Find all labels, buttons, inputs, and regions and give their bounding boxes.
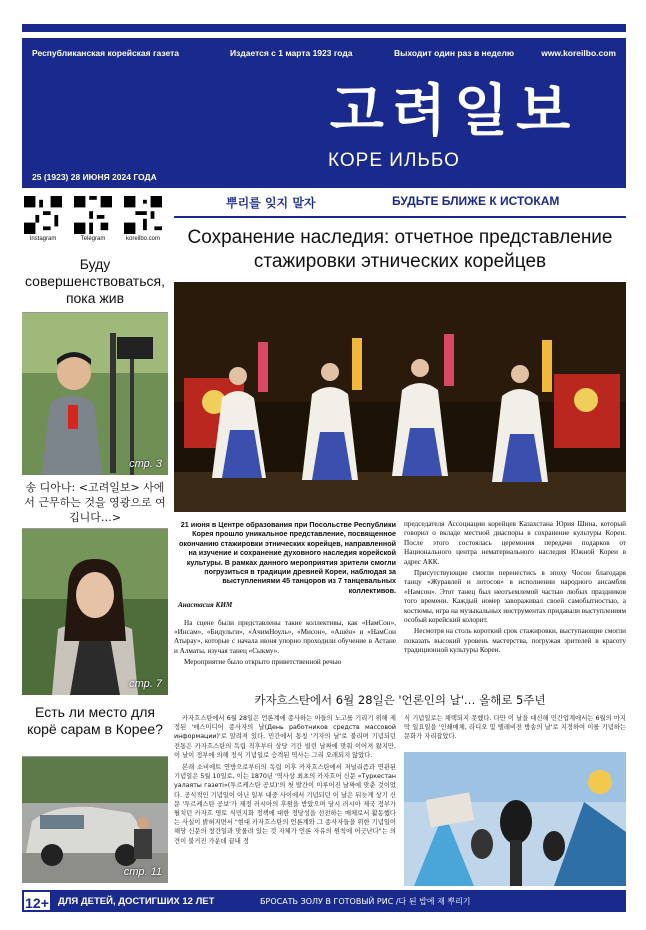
korean-article-photo [404,752,626,886]
teaser-title: 송 디아나: <고려일보> 사에서 근무하는 것을 영광으로 여깁니다…> [24,481,166,524]
main-article-column-1 [174,520,396,670]
age-rating-text: ДЛЯ ДЕТЕЙ, ДОСТИГШИХ 12 ЛЕТ [58,896,215,907]
teaser-title: Буду совершенствоваться, пока жив [25,256,165,306]
press-microphones-photo [404,752,626,886]
qr-label-telegram: Telegram [80,236,106,242]
teaser-1[interactable] [22,256,168,474]
teaser-title: Есть ли место для корё сарам в Корее? [27,704,163,737]
main-article-column-2 [404,520,626,658]
masthead-russian-title: КОРЕ ИЛЬБО [328,150,460,171]
teaser-photo [22,312,168,474]
dancers-photo [174,282,626,512]
qr-label-instagram: Instagram [29,236,57,242]
street-car-photo [22,757,168,883]
korean-article-column-2 [404,714,626,745]
website-link[interactable]: www.koreilbo.com [541,48,616,58]
article-paragraph: 식 기념일로는 채택되지 못했다. 다만 이 날을 대신해 민간업계에서는 6월의 마지막 일요일을 '인쇄매체, 라디오 및 텔레비전 방송의 날'로 지정하여 이를 기념하는 문화가 자리잡았다. [404,715,626,741]
publication-frequency: Выходит один раз в неделю [394,48,515,58]
masthead-korean-title: 고려일보 [329,79,579,144]
article-paragraph: Мероприятие было открыто приветственной речью [184,658,342,667]
age-rating-badge: 12+ [22,890,52,912]
footer-bar [22,890,626,912]
main-article-photo [174,282,626,512]
teaser-2[interactable] [22,480,168,694]
article-paragraph: председателя Ассоциации корейцев Казахстана Юрия Шина, который говорил о вкладе местной диаспоры в сохранение культуры Кореи. После этого состоялась церемония передачи подарков от Национального центра нематериального наследия Южной Кореи в адрес АКК. [404,520,626,566]
article-paragraph: 카자흐스탄에서 6월 28일은 언론계에 종사하는 이들의 노고를 기리기 위해 제정된 '매스미디어 종사자의 날(День работников средств массовой информации)'로 알려져 있다. 민간에서 통칭 '기자의 날'로 불리며 기념되던 전통은 카자흐스탄의 독립 직후부터 상당 기간 빌린 날짜에 맞춰 이어져 왔지만, 이 날이 정부에 의해 정식 기념일로 승격된 역사는 그리 오래되지 않았다. [174,715,396,759]
korean-article-column-1 [174,714,396,886]
footer-teaser-link[interactable]: БРОСАТЬ ЗОЛУ В ГОТОВЫЙ РИС /다 된 밥에 재 뿌리기 [260,897,471,906]
issue-number-date: 25 (1923) 28 ИЮНЯ 2024 ГОДА [32,172,157,182]
qr-label-website: koreilbo.com [125,236,160,242]
qr-code-icon[interactable] [74,196,112,234]
article-paragraph: На сцене были представлены такие коллективы, как «НамСон», «Инсам», «Бидульги», «АчимНоуль», «Мисон», «Ашён» и «НамСон Атырау», которые с начала июня упорно проходили обучение в Астане и Алматы, изучая танец «Сыкму». [174,618,396,655]
top-rule [22,24,626,32]
divider [174,216,626,218]
teaser-photo [22,756,168,882]
main-article-title[interactable]: Сохранение наследия: отчетное представление стажировки этнических корейцев [187,227,613,272]
korean-article-headline[interactable]: 카자흐스탄에서 6월 28일은 '언론인의 날'… 올해로 5주년 [254,693,546,707]
qr-code-icon[interactable] [124,196,162,234]
teaser-photo [22,528,168,694]
qr-codes [22,196,164,246]
publication-since: Издается с 1 марта 1923 года [230,48,353,58]
newspaper-tagline: Республиканская корейская газета [32,48,179,58]
article-lead: 21 июня в Центре образования при Посольстве Республики Корея прошло уникальное представление, посвященное окончанию стажировки этнических корейцев, направленной на изучение и сохранение духовного наследия корейской культуры. В рамках данного мероприятия зрители смогли погрузиться в традиции древней Кореи, наблюдая за выступлениями 45 танцоров из 7 танцевальных коллективов. [178,520,396,595]
journalist-portrait [22,529,168,695]
slogan-korean: 뿌리를 잊지 말자 [226,196,316,210]
teaser-page-ref: стр. 7 [129,678,162,690]
slogans [174,192,626,212]
teaser-3[interactable] [22,704,168,882]
teaser-page-ref: стр. 3 [129,458,162,470]
article-author: Анастасия КИМ [178,601,233,610]
article-paragraph: 본래 소비에트 연방으로부터의 독립 이후 카자흐스탄에서 저널리즘과 연관된 기념일은 5월 10일로, 이는 1870년 '역사상 최초의 카자흐어 신문 «Туркестан уалаяты газеті»(투르케스탄 공보)'의 첫 발간이 이루어진 날짜에 맞춘 것이었다. 공식적인 기념일이 아닌 일부 대중 사이에서 기념되던 이 날은 뒤늦게 상기 신문 '투르케스탄 공보'가 제정 러시아의 후원을 받았으며 당시 러시아 제국 정부가 펼치던 카자흐 영토 식민지화 정책에 대한 정당성을 선전하는 매체로서 활동했다는 사실이 밝혀지면서 "현대 카자흐스탄의 언론계와 그 종사자들을 위한 기념일이 해당 신문의 창간일과 맞물려 있는 것 자체가 언론 자유의 원칙에 어긋난다"는 의견이 불거진 가운데 끝내 정 [174,764,396,845]
slogan-russian: БУДЬТЕ БЛИЖЕ К ИСТОКАМ [392,194,560,208]
masthead [22,38,626,188]
teaser-page-ref: стр. 11 [123,866,162,878]
article-paragraph: Несмотря на столь короткий срок стажировки, выступающие смогли показать высокий уровень мастерства, погружая зрителей в красоту традиционной культуры Кореи. [404,627,626,655]
article-paragraph: Присутствующие смогли перенестись в эпоху Чосон благодаря танцу «Журавлей и лотосов» в исполнении народного ансамбля «Намсон». Этот танец был неотъемлемой частью любых праздников того времени. Каждый номер завораживал своей самобытностью, а костюмы, игра на музыкальных инструментах придавали выступлениям особый корейский колорит. [404,569,626,625]
reporter-photo [22,313,168,475]
qr-code-icon[interactable] [24,196,62,234]
